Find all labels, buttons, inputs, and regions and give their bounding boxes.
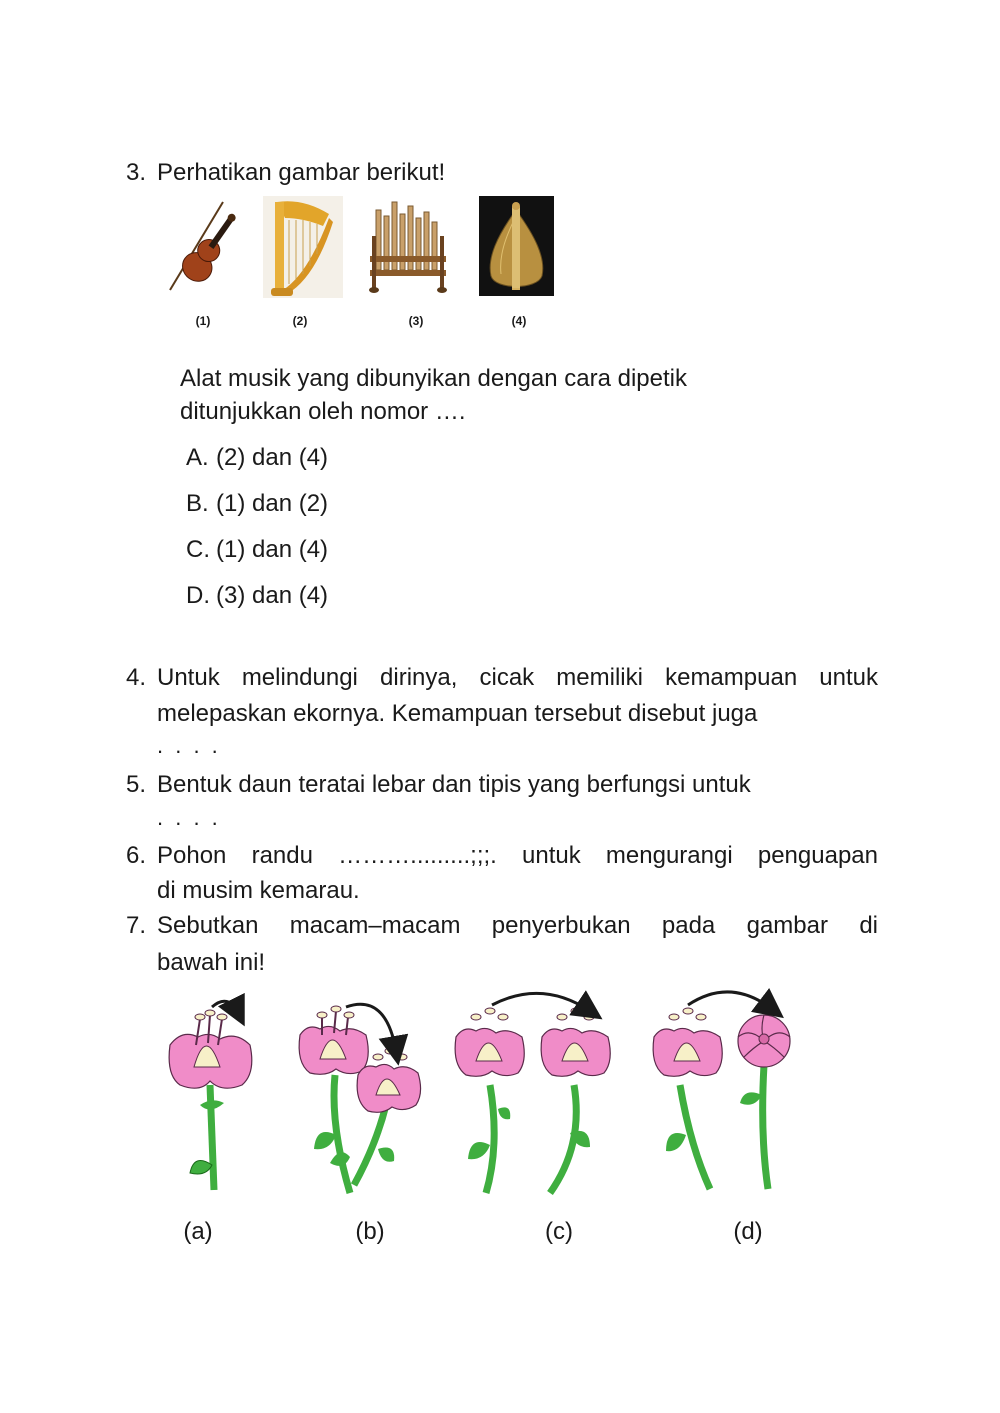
option-d[interactable]: [186, 581, 328, 611]
q5-line1: Bentuk daun teratai lebar dan tipis yang berfungsi untuk: [157, 771, 751, 798]
pollination-figures: [150, 985, 830, 1205]
option-b[interactable]: [186, 489, 328, 519]
option-text: (3) dan (4): [216, 582, 329, 609]
option-letter: C.: [186, 536, 210, 563]
flower-a-icon: [169, 1001, 252, 1190]
q3-prompt: Perhatikan gambar berikut!: [157, 159, 446, 186]
q3-question: [180, 362, 687, 428]
violin-icon: [165, 198, 240, 293]
figure-label-d: (d): [733, 1218, 763, 1245]
flower-d-icon: [653, 992, 790, 1189]
q3-question-line1: Alat musik yang dibunyikan dengan cara dipetik: [180, 365, 687, 392]
option-text: (1) dan (4): [216, 536, 329, 563]
instrument-label-3: (3): [408, 314, 424, 328]
option-c[interactable]: [186, 535, 328, 565]
flower-b-icon: [299, 1004, 420, 1193]
q5-number: 5.: [126, 771, 147, 798]
option-letter: D.: [186, 582, 210, 609]
q6-number: 6.: [126, 842, 147, 869]
figure-label-b: (b): [355, 1218, 385, 1245]
option-a[interactable]: [186, 443, 328, 473]
q4-line2: melepaskan ekornya. Kemampuan tersebut disebut juga: [157, 700, 758, 727]
q6-line1: Pohon randu ……….........;;;. untuk mengurangi penguapan: [157, 842, 878, 869]
figure-label-a: (a): [183, 1218, 213, 1245]
q4-number: 4.: [126, 664, 147, 691]
figure-label-c: (c): [545, 1218, 573, 1245]
option-letter: B.: [186, 490, 209, 517]
q4-answer-dots: . . . .: [157, 733, 221, 758]
instrument-label-4: (4): [511, 314, 527, 328]
angklung-icon: [368, 196, 450, 294]
instrument-label-1: (1): [195, 314, 211, 328]
flower-c-icon: [455, 993, 610, 1193]
q3-number: 3.: [126, 159, 147, 186]
sasando-icon: [479, 196, 554, 296]
option-text: (2) dan (4): [216, 444, 329, 471]
q6-line2: di musim kemarau.: [157, 877, 360, 904]
q7-number: 7.: [126, 912, 147, 939]
q5-answer-dots: . . . .: [157, 805, 221, 830]
option-text: (1) dan (2): [216, 490, 329, 517]
q3-question-line2: ditunjukkan oleh nomor ….: [180, 398, 466, 425]
harp-icon: [263, 196, 343, 298]
q7-line2: bawah ini!: [157, 949, 266, 976]
instrument-label-2: (2): [292, 314, 308, 328]
q4-line1: Untuk melindungi dirinya, cicak memiliki kemampuan untuk: [157, 664, 878, 691]
option-letter: A.: [186, 444, 209, 471]
q7-line1: Sebutkan macam–macam penyerbukan pada gambar di: [157, 912, 878, 939]
